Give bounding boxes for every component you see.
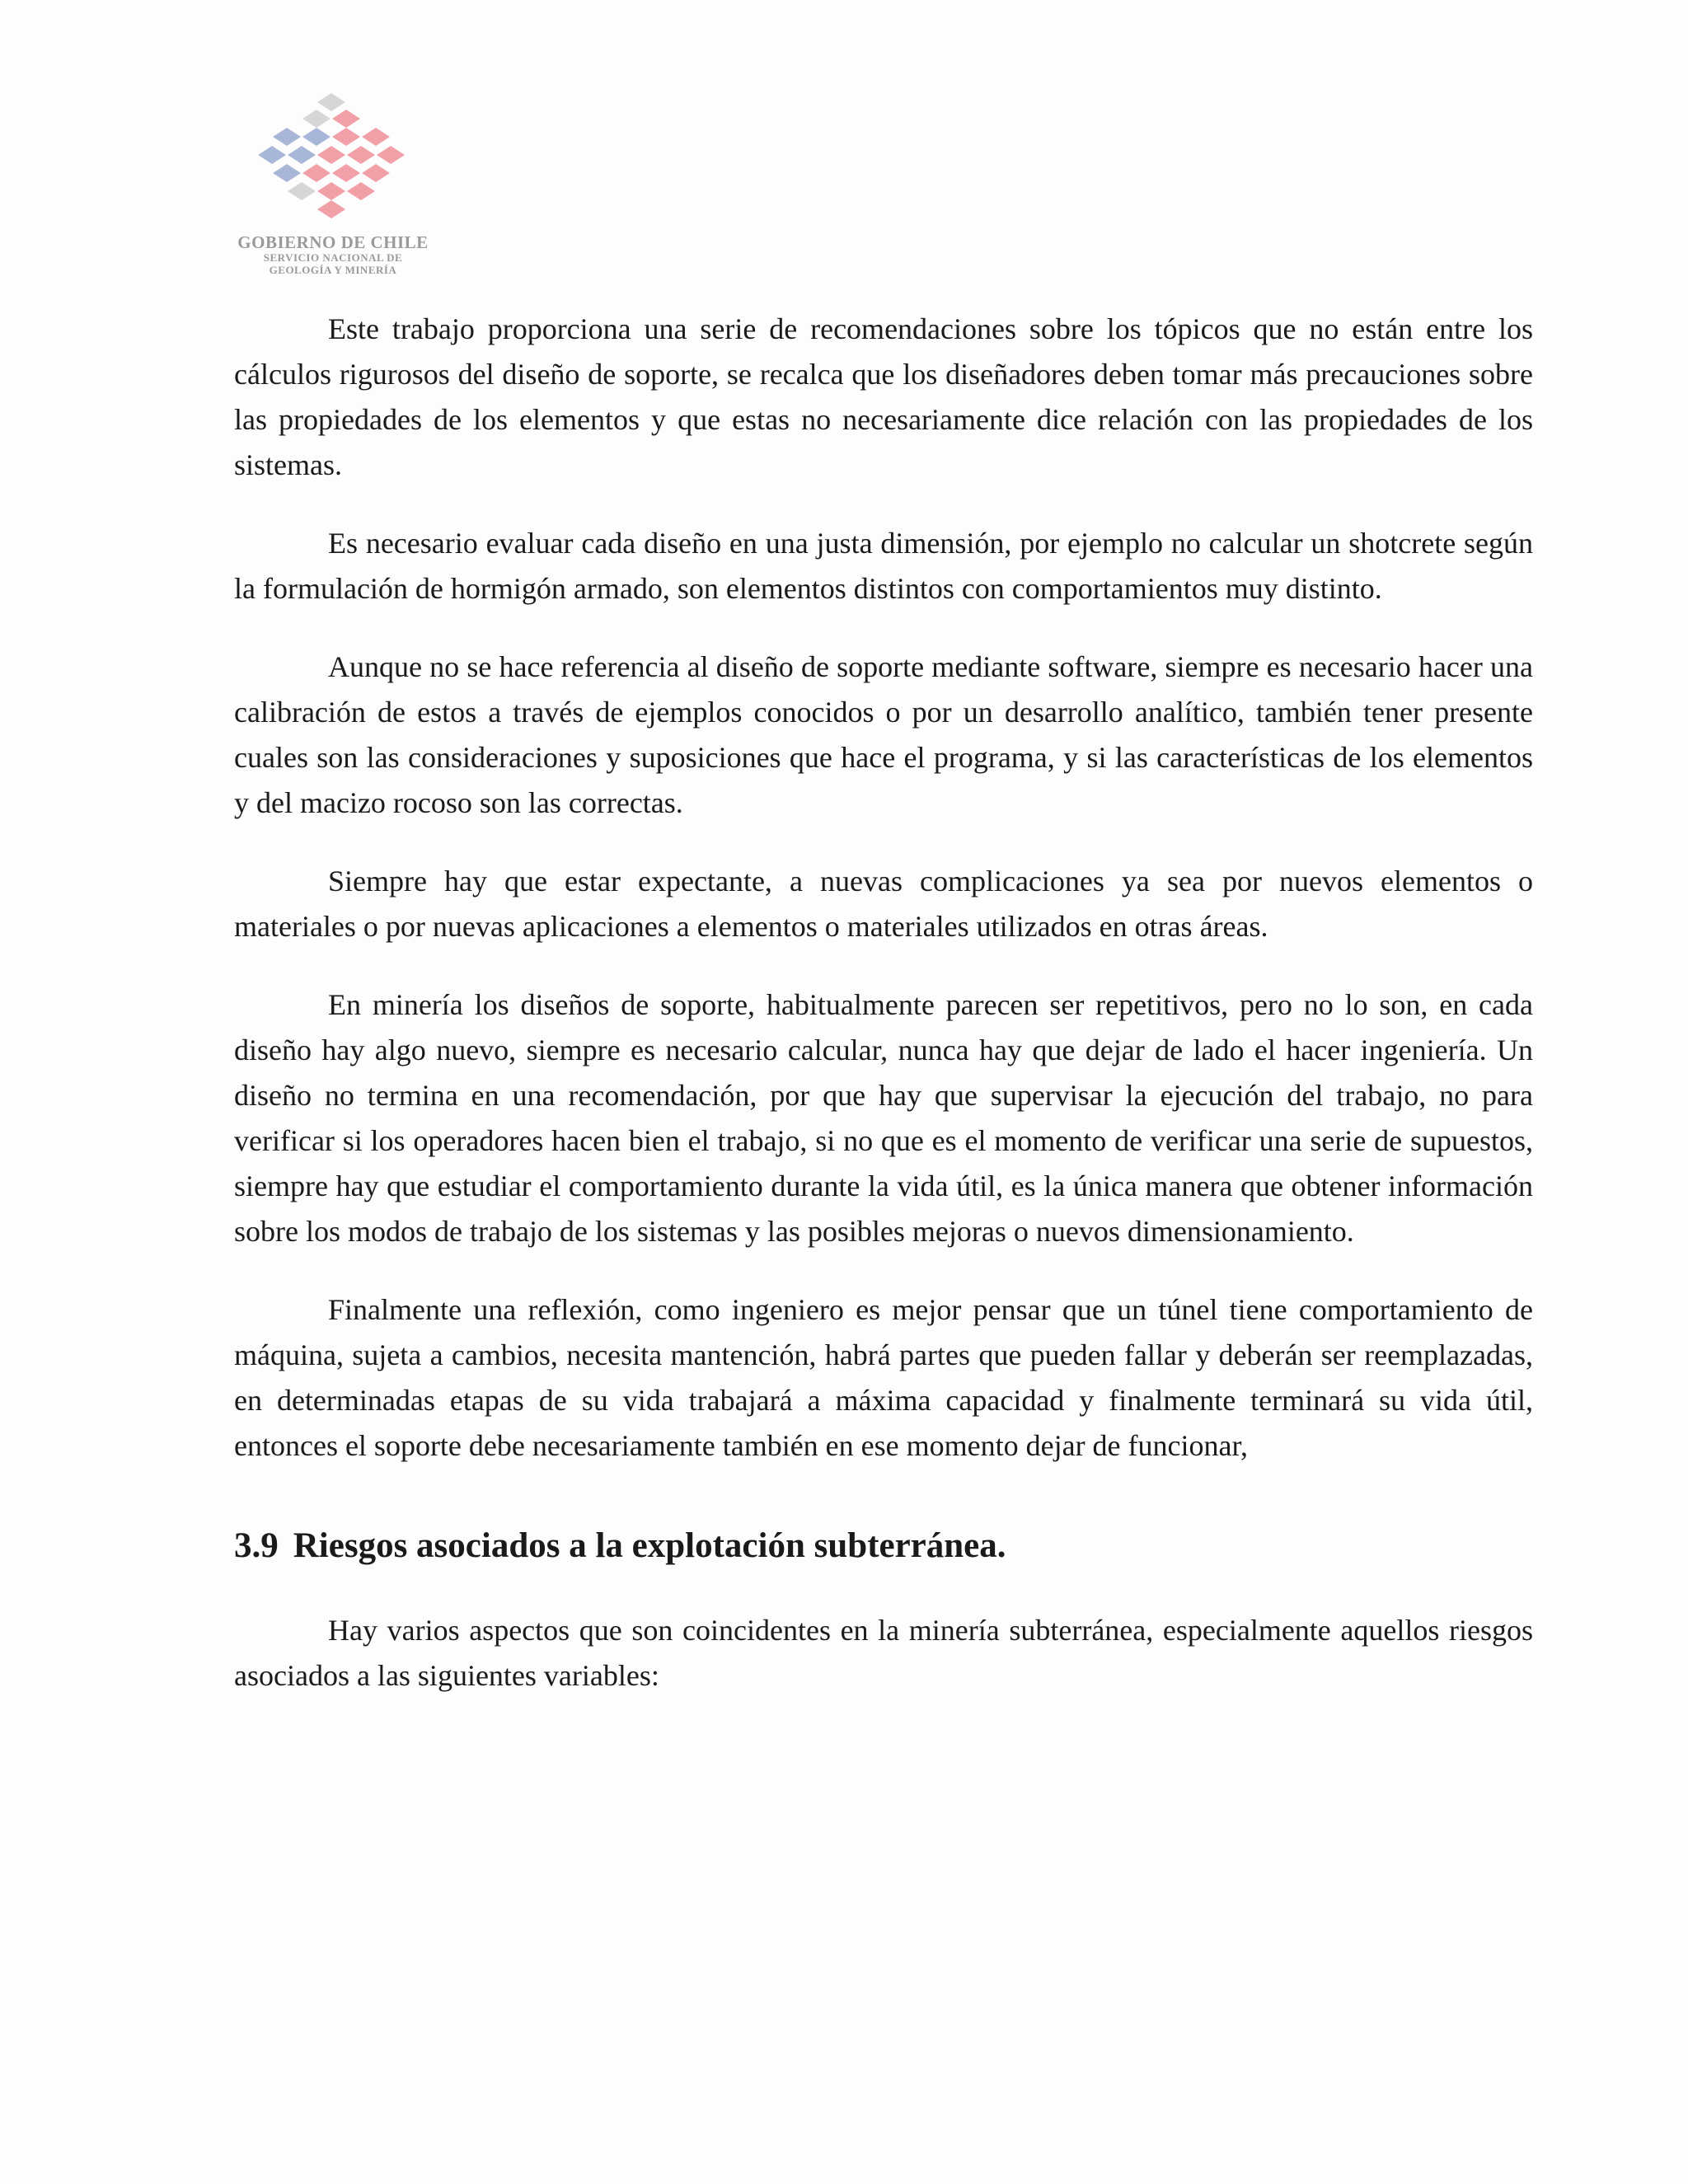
paragraph-5: En minería los diseños de soporte, habitualmente parecen ser repetitivos, pero no lo son, en cada diseño hay algo nuevo, siempre es necesario calcular, nunca hay que dejar de lado el hacer ingeniería. Un diseño no termina en una recomendación, por que hay que supervisar la ejecución del trabajo, no para verificar si los operadores hacen bien el trabajo, si no que es el momento de verificar una serie de supuestos, siempre hay que estudiar el comportamiento durante la vida útil, es la única manera que obtener información sobre los modos de trabajo de los sistemas y las posibles mejoras o nuevos dimensionamiento. [234,988,1533,1248]
section-title: Riesgos asociados a la explotación subterránea. [293,1526,1006,1565]
logo-cell [302,128,331,146]
logo-cell [347,146,375,164]
logo-cell [302,164,331,182]
logo-cell [259,146,286,164]
paragraph-6: Finalmente una reflexión, como ingeniero es mejor pensar que un túnel tiene comportamiento de máquina, sujeta a cambios, necesita mantención, habrá partes que pueden fallar y deberán ser reemplazadas, en determinadas etapas de su vida trabajará a máxima capacidad y finalmente terminará su vida útil, entonces el soporte debe necesariamente también en ese momento dejar de funcionar, [234,1293,1533,1462]
logo-cell [332,110,360,128]
logo-cell [288,182,316,200]
logo-line-3: GEOLOGÍA Y MINERÍA [269,264,397,277]
paragraph-7: Hay varios aspectos que son coincidentes en la minería subterránea, especialmente aquellos riesgos asociados a las siguientes variables: [234,1614,1533,1692]
logo-cell [317,93,345,111]
document-body [234,307,1533,1732]
logo-cell [377,146,405,164]
logo-cell [317,146,345,164]
logo-cell [288,146,316,164]
logo-cell [332,164,360,182]
logo-cell [317,200,345,218]
paragraph-2: Es necesario evaluar cada diseño en una justa dimensión, por ejemplo no calcular un shotcrete según la formulación de hormigón armado, son elementos distintos con comportamientos muy distinto. [234,527,1533,605]
sernageomin-logo [234,91,432,277]
logo-cell [347,182,375,200]
logo-cell [273,128,301,146]
logo-cell [302,110,331,128]
section-heading [234,1523,1533,1568]
logo-line-2: SERVICIO NACIONAL DE [263,251,403,265]
paragraph-1: Este trabajo proporciona una serie de recomendaciones sobre los tópicos que no están entre los cálculos rigurosos del diseño de soporte, se recalca que los diseñadores deben tomar más precauciones sobre las propiedades de los elementos y que estas no necesariamente dice relación con las propiedades de los sistemas. [234,312,1533,481]
logo-cell [273,164,301,182]
logo-line-1: GOBIERNO DE CHILE [237,232,429,252]
paragraph-3: Aunque no se hace referencia al diseño de soporte mediante software, siempre es necesario hacer una calibración de estos a través de ejemplos conocidos o por un desarrollo analítico, también tener presente cuales son las consideraciones y suposiciones que hace el programa, y si las características de los elementos y del macizo rocoso son las correctas. [234,650,1533,819]
logo-cell [332,128,360,146]
logo-cell [362,128,390,146]
logo-emblem-icon [259,91,407,231]
logo-cell [362,164,390,182]
section-number: 3.9 [234,1526,279,1565]
paragraph-4: Siempre hay que estar expectante, a nuevas complicaciones ya sea por nuevos elementos o materiales o por nuevas aplicaciones a elementos o materiales utilizados en otras áreas. [234,865,1533,943]
logo-caption [234,232,432,277]
logo-cell [317,182,345,200]
